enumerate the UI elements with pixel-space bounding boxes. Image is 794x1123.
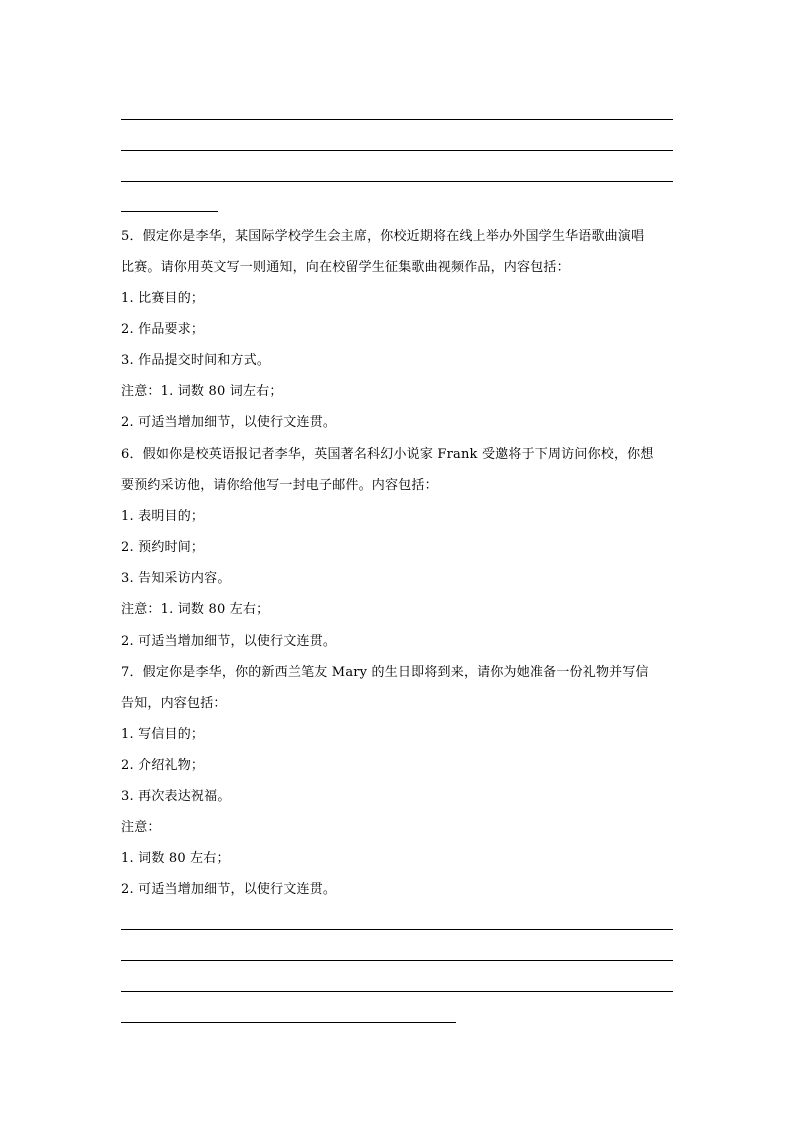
question-7-item-2: 2. 介绍礼物； [121, 758, 205, 773]
answer-line [121, 960, 673, 961]
answer-line [121, 150, 673, 151]
question-5-item-1: 1. 比赛目的； [121, 291, 205, 306]
question-7-item-1: 1. 写信目的； [121, 727, 205, 742]
question-6-note-1: 注意：1. 词数 80 左右； [121, 602, 270, 617]
question-5-note-2: 2. 可适当增加细节，以使行文连贯。 [121, 415, 337, 430]
question-5-item-3: 3. 作品提交时间和方式。 [121, 353, 271, 368]
question-6-item-1: 1. 表明目的； [121, 509, 205, 524]
question-5-item-2: 2. 作品要求； [121, 322, 205, 337]
question-5-prompt-line-1: 5．假定你是李华，某国际学校学生会主席，你校近期将在线上举办外国学生华语歌曲演唱 [121, 229, 645, 244]
question-7-prompt-line-1: 7．假定你是李华，你的新西兰笔友 Mary 的生日即将到来，请你为她准备一份礼物并写信 [121, 665, 649, 680]
question-5-prompt-line-2: 比赛。请你用英文写一则通知，向在校留学生征集歌曲视频作品，内容包括： [121, 260, 570, 275]
question-6-note-2: 2. 可适当增加细节，以使行文连贯。 [121, 634, 337, 649]
question-6-prompt-line-2: 要预约采访他，请你给他写一封电子邮件。内容包括： [121, 478, 438, 493]
answer-line [121, 119, 673, 120]
question-6-item-2: 2. 预约时间； [121, 540, 205, 555]
question-7-note-1: 1. 词数 80 左右； [121, 851, 230, 866]
question-7-prompt-line-2: 告知，内容包括： [121, 696, 227, 711]
answer-line [121, 991, 673, 992]
answer-line-short [121, 1022, 456, 1023]
question-5-note-1: 注意：1. 词数 80 词左右； [121, 384, 283, 399]
question-7-item-3: 3. 再次表达祝福。 [121, 789, 231, 804]
question-6-item-3: 3. 告知采访内容。 [121, 571, 231, 586]
answer-line [121, 181, 673, 182]
question-7-note-label: 注意： [121, 820, 161, 835]
answer-line [121, 929, 673, 930]
question-7-note-2: 2. 可适当增加细节，以使行文连贯。 [121, 882, 337, 897]
question-6-prompt-line-1: 6．假如你是校英语报记者李华，英国著名科幻小说家 Frank 受邀将于下周访问你校，你想 [121, 447, 654, 462]
answer-line-short [121, 211, 218, 212]
